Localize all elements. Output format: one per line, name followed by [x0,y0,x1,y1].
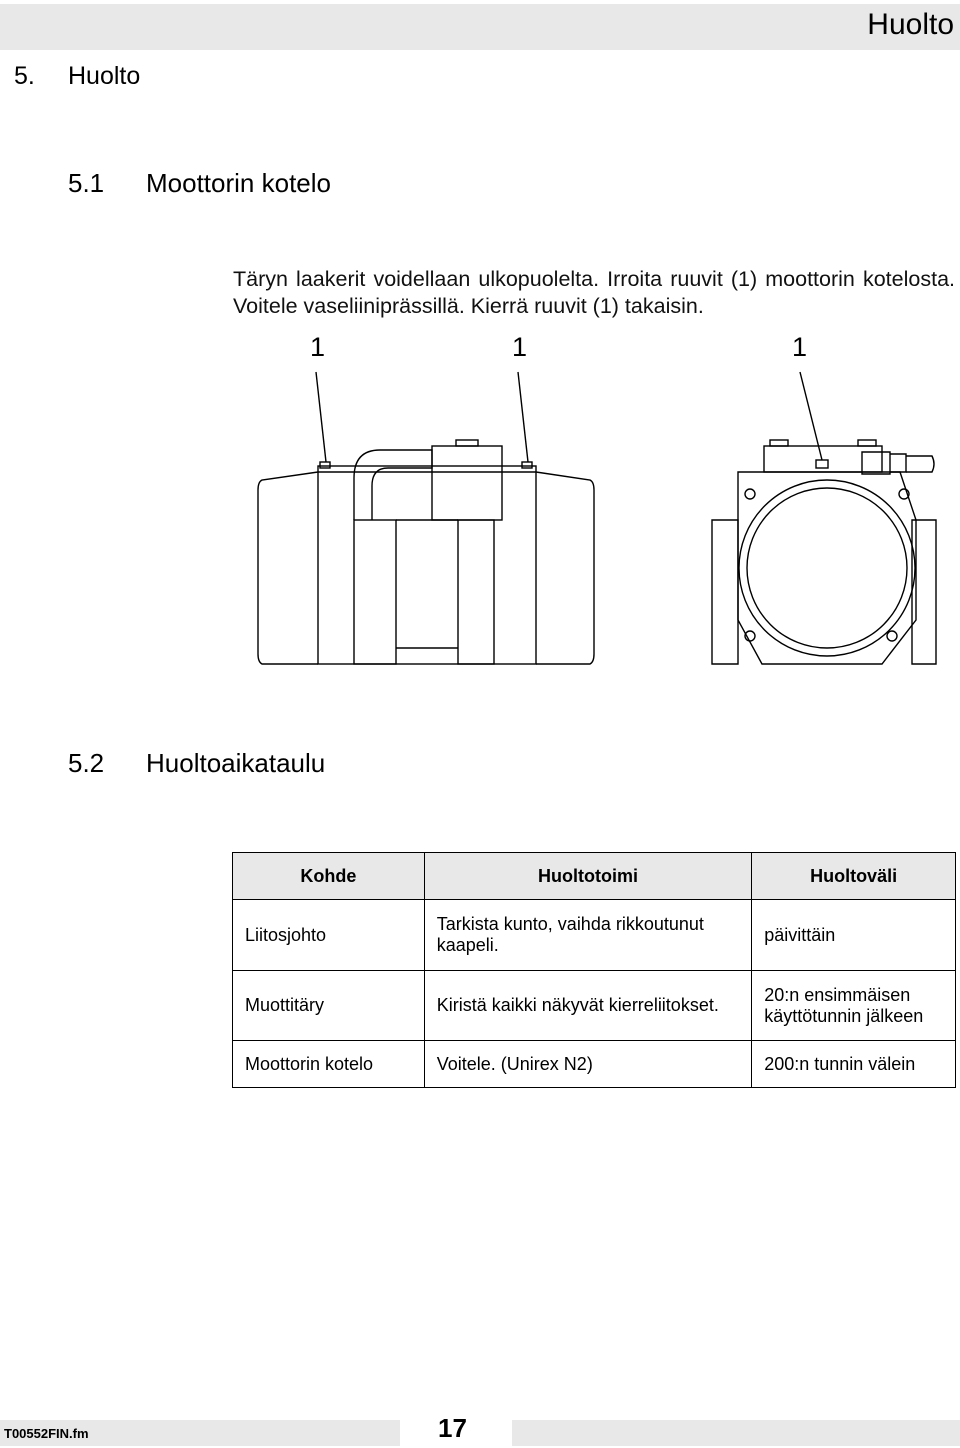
table-cell: Tarkista kunto, vaihda rikkoutunut kaapeli. [424,900,751,971]
motor-housing-drawing [250,360,950,672]
column-header-huoltovali: Huoltoväli [752,853,956,900]
table-row [233,971,956,1041]
footer-doc-id: T00552FIN.fm [4,1426,89,1441]
header-band [0,4,960,50]
motor-end-view [712,440,936,664]
callout-label: 1 [792,332,808,362]
intro-paragraph: Täryn laakerit voidellaan ulkopuolelta. Irroita ruuvit (1) moottorin kotelosta. Voitele vaseliiniprässillä. Kierrä ruuvit (1) takaisin. [233,267,955,318]
table-row [233,900,956,971]
table-cell: Liitosjohto [233,900,425,971]
table-cell: Moottorin kotelo [233,1041,425,1088]
table-header-row [233,853,956,900]
section-heading-5-2 [68,748,325,779]
section-heading-5-1 [68,168,331,199]
section-title: Huoltoaikataulu [146,748,326,778]
column-header-huoltotoimi: Huoltotoimi [424,853,751,900]
maintenance-schedule-table [232,852,956,1088]
section-number: 5.2 [68,748,105,778]
table-row [233,1041,956,1088]
table-cell: Muottitäry [233,971,425,1041]
footer-band-right [512,1420,960,1446]
section-title: Moottorin kotelo [146,168,331,198]
motor-side-view [258,440,594,664]
table-cell: 20:n ensimmäisen käyttötunnin jälkeen [752,971,956,1041]
header-title: Huolto [867,8,954,41]
leader-lines [316,372,822,462]
column-header-kohde: Kohde [233,853,425,900]
table-cell: Voitele. (Unirex N2) [424,1041,751,1088]
page-number: 17 [438,1413,467,1443]
table-cell: Kiristä kaikki näkyvät kierreliitokset. [424,971,751,1041]
table-cell: päivittäin [752,900,956,971]
chapter-number: 5. [14,62,35,90]
chapter-title: Huolto [68,62,141,90]
section-number: 5.1 [68,168,105,198]
callout-label: 1 [512,332,528,362]
chapter-heading [14,62,140,91]
table-cell: 200:n tunnin välein [752,1041,956,1088]
callout-label: 1 [310,332,326,362]
page-header [0,0,960,52]
